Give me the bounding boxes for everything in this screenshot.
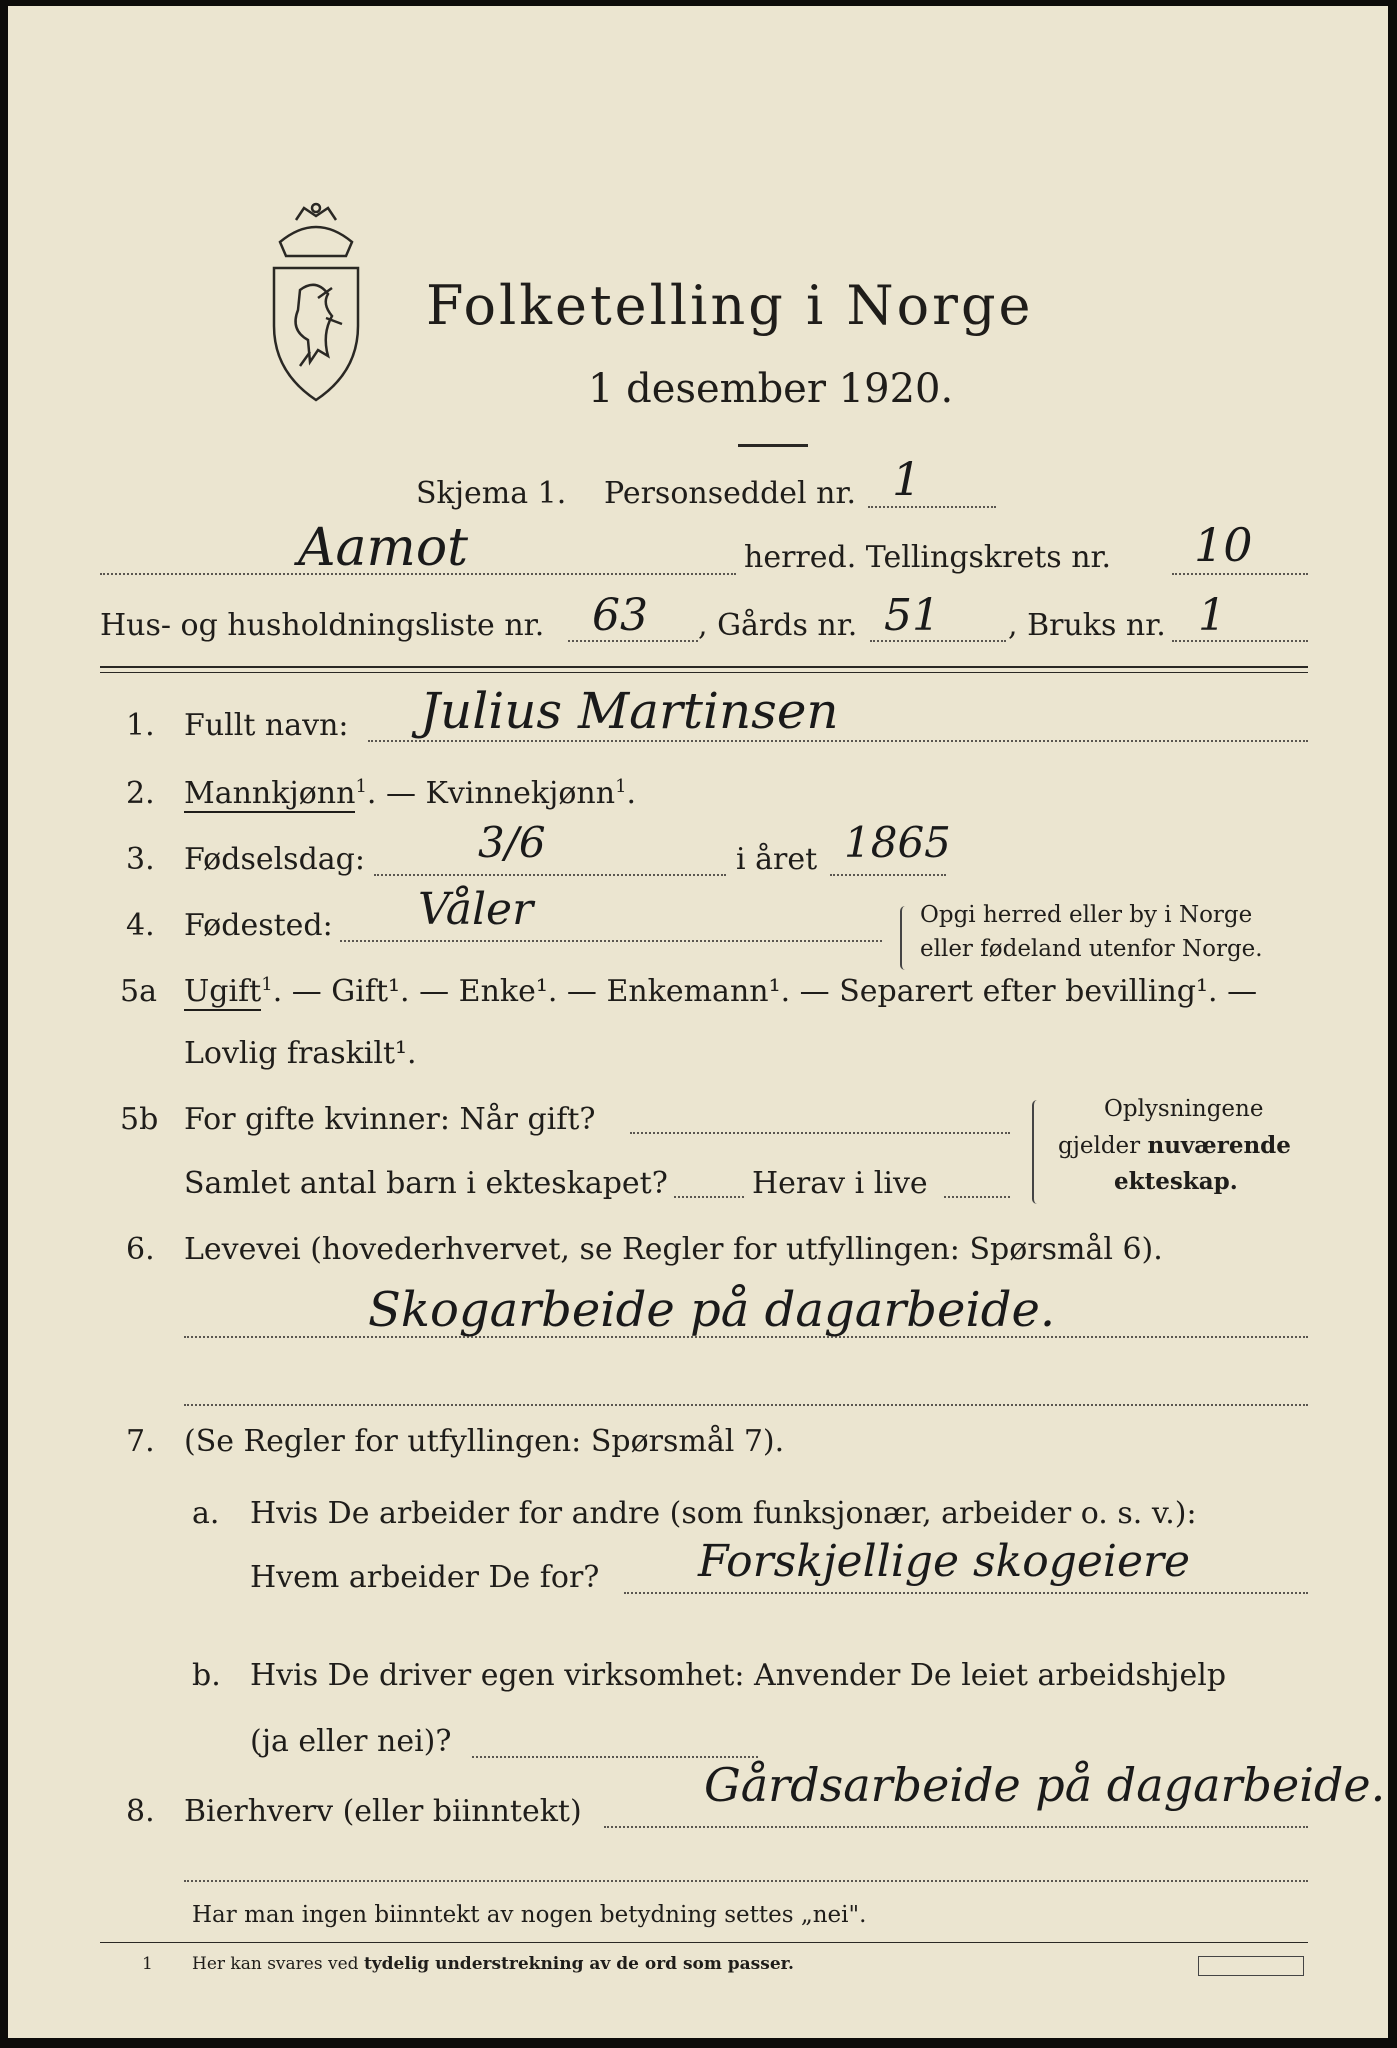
schema-label: Skjema 1. <box>416 476 567 511</box>
q1-label: Fullt navn: <box>184 708 349 743</box>
q1-line <box>368 740 1308 742</box>
q7-number: 7. <box>126 1424 155 1459</box>
q5b-label2: Samlet antal barn i ekteskapet? <box>184 1166 668 1201</box>
q7a-letter: a. <box>192 1496 220 1531</box>
census-date: 1 desember 1920. <box>588 366 954 412</box>
q5b-line1 <box>630 1132 1010 1134</box>
gender-male: Mannkjønn <box>184 776 356 811</box>
year-line <box>830 874 946 876</box>
footnote-text: Her kan svares ved tydelig understrekning av de ord som passer. <box>192 1954 794 1974</box>
q8-line2 <box>184 1880 1308 1882</box>
q8-number: 8. <box>126 1794 155 1829</box>
q5b-note1: Oplysningene <box>1104 1096 1264 1122</box>
q5b-brace <box>1032 1100 1042 1204</box>
footer-note: Har man ingen biinntekt av nogen betydning settes „nei". <box>192 1902 867 1928</box>
bruks-line <box>1172 640 1308 642</box>
printer-stamp <box>1198 1956 1304 1976</box>
q4-line <box>340 940 882 942</box>
household-list-label: Hus- og husholdningsliste nr. <box>100 608 545 643</box>
q5b-line2 <box>674 1196 744 1198</box>
municipality-value: Aamot <box>298 518 469 578</box>
header-rule-top <box>100 666 1308 668</box>
bruks-value: 1 <box>1198 590 1226 641</box>
q7b-label1: Hvis De driver egen virksomhet: Anvender De leiet arbeidshjelp <box>250 1658 1227 1693</box>
herred-label: herred. Tellingskrets nr. <box>744 540 1112 575</box>
birthplace-value: Våler <box>418 884 534 935</box>
q7b-label2: (ja eller nei)? <box>250 1724 452 1759</box>
q7b-letter: b. <box>192 1658 221 1693</box>
q8-label: Bierhverv (eller biinntekt) <box>184 1794 582 1829</box>
q6-number: 6. <box>126 1232 155 1267</box>
personseddel-label: Personseddel nr. <box>604 476 857 511</box>
q5b-number: 5b <box>120 1102 159 1137</box>
household-list-value: 63 <box>592 590 648 641</box>
occupation-value: Skogarbeide på dagarbeide. <box>368 1282 1056 1338</box>
q7-label: (Se Regler for utfyllingen: Spørsmål 7). <box>184 1424 785 1459</box>
footnote-mark: 1 <box>355 776 367 797</box>
bruks-label: , Bruks nr. <box>1008 608 1166 643</box>
gender-female: Kvinnekjønn <box>425 776 616 811</box>
coat-of-arms-icon <box>260 202 372 408</box>
marital-line2: Lovlig fraskilt¹. <box>184 1036 417 1071</box>
header-rule-bottom <box>100 672 1308 673</box>
q3-label: Fødselsdag: <box>184 842 365 877</box>
gards-label: , Gårds nr. <box>698 608 858 643</box>
employer-value: Forskjellige skogeiere <box>698 1536 1191 1587</box>
footnote-number: 1 <box>142 1954 153 1974</box>
gender-options: Mannkjønn$^1$. — Kvinnekjønn$^1$. <box>184 776 637 811</box>
marital-other-options: . — Gift¹. — Enke¹. — Enkemann¹. — Separert efter bevilling¹. — <box>272 974 1258 1009</box>
q1-number: 1. <box>126 708 155 743</box>
q2-number: 2. <box>126 776 155 811</box>
q7a-label2: Hvem arbeider De for? <box>250 1560 600 1595</box>
tellingskrets-line <box>1172 573 1308 575</box>
tellingskrets-value: 10 <box>1194 518 1253 572</box>
q6-line2 <box>184 1404 1308 1406</box>
personseddel-line <box>868 506 996 508</box>
birth-year-value: 1865 <box>844 818 951 867</box>
marital-ugift: Ugift <box>184 974 262 1009</box>
q5b-note2: gjelder nuværende <box>1058 1132 1291 1159</box>
q4-brace <box>900 906 910 970</box>
q5b-line3 <box>944 1196 1010 1198</box>
q5b-label1: For gifte kvinner: Når gift? <box>184 1102 596 1137</box>
personseddel-value: 1 <box>892 452 922 506</box>
q7a-label1: Hvis De arbeider for andre (som funksjonær, arbeider o. s. v.): <box>250 1496 1197 1531</box>
census-form-page <box>8 6 1388 2038</box>
q4-note-line2: eller fødeland utenfor Norge. <box>920 936 1263 962</box>
q4-number: 4. <box>126 908 155 943</box>
q3-line <box>374 874 726 876</box>
side-income-value: Gårdsarbeide på dagarbeide. <box>704 1758 1386 1812</box>
q5a-number: 5a <box>120 974 157 1009</box>
q6-label: Levevei (hovederhvervet, se Regler for utfyllingen: Spørsmål 6). <box>184 1232 1163 1267</box>
q4-label: Fødested: <box>184 908 333 943</box>
birth-date-value: 3/6 <box>478 818 546 867</box>
year-label: i året <box>736 842 818 877</box>
q4-note-line1: Opgi herred eller by i Norge <box>920 902 1253 928</box>
q5b-label3: Herav i live <box>752 1166 928 1201</box>
q7a-line <box>624 1592 1308 1594</box>
footer-rule <box>100 1942 1308 1943</box>
form-title: Folketelling i Norge <box>426 274 1034 337</box>
q5b-note3: ekteskap. <box>1114 1168 1238 1195</box>
q8-line <box>604 1826 1308 1828</box>
marital-options: Ugift$^1$. — Gift¹. — Enke¹. — Enkemann¹. — Separert efter bevilling¹. — <box>184 974 1258 1009</box>
q3-number: 3. <box>126 842 155 877</box>
gards-value: 51 <box>884 590 940 641</box>
title-divider <box>738 444 808 447</box>
full-name-value: Julius Martinsen <box>420 682 839 740</box>
